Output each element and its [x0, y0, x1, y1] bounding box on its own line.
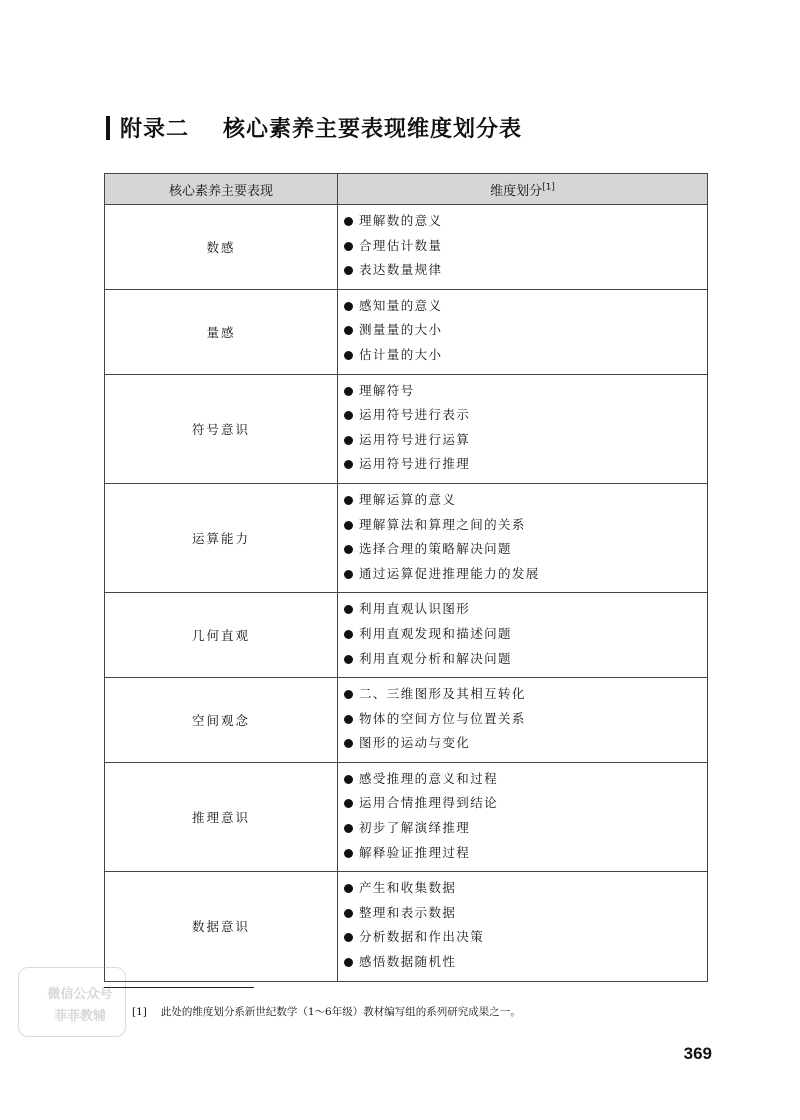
bullet-icon [344, 217, 353, 226]
dimension-item [344, 537, 707, 562]
bullet-icon [344, 266, 353, 275]
dimension-item [344, 318, 707, 343]
dimension-item [344, 925, 707, 950]
table-row [105, 872, 708, 981]
bullet-icon [344, 775, 353, 784]
bullet-icon [344, 460, 353, 469]
dimension-item [344, 816, 707, 841]
table-row [105, 289, 708, 374]
dimension-item [344, 767, 707, 792]
title-text: 核心素养主要表现维度划分表 [223, 117, 523, 142]
dimension-item-text: 运用合情推理得到结论 [359, 795, 499, 811]
dimension-item [344, 876, 707, 901]
dimension-item [344, 841, 707, 866]
dimension-item-text: 物体的空间方位与位置关系 [359, 710, 526, 726]
dimension-item [344, 682, 707, 707]
title-prefix: 附录二 [120, 117, 190, 142]
bullet-icon [344, 411, 353, 420]
dimension-list [338, 205, 708, 290]
page-title [106, 112, 522, 143]
footnote-text: 此处的维度划分系新世纪数学（1～6年级）教材编写组的系列研究成果之一。 [160, 1006, 521, 1018]
header-dimension-label: 维度划分 [490, 183, 543, 199]
core-literacy-name: 推理意识 [105, 762, 338, 871]
dimension-item [344, 428, 707, 453]
dimension-list [338, 678, 708, 763]
core-literacy-name: 数感 [105, 205, 338, 290]
dimension-item-text: 感知量的意义 [359, 297, 443, 313]
bullet-icon [344, 605, 353, 614]
bullet-icon [344, 884, 353, 893]
dimension-item [344, 791, 707, 816]
core-literacy-name: 符号意识 [105, 374, 338, 483]
dimension-item-text: 理解符号 [359, 382, 415, 398]
header-core-literacy: 核心素养主要表现 [105, 174, 338, 205]
bullet-icon [344, 570, 353, 579]
dimension-item [344, 622, 707, 647]
title-bar-decoration [106, 116, 110, 140]
dimension-item [344, 707, 707, 732]
watermark-frame [18, 967, 126, 1037]
bullet-icon [344, 351, 353, 360]
dimension-item [344, 209, 707, 234]
table-row [105, 205, 708, 290]
dimension-item [344, 731, 707, 756]
dimension-item-text: 解释验证推理过程 [359, 844, 471, 860]
bullet-icon [344, 496, 353, 505]
footnote-ref: [1] [542, 182, 555, 193]
watermark-line1: 微信公众号 [47, 987, 113, 1002]
core-literacy-name: 量感 [105, 289, 338, 374]
dimension-list [338, 483, 708, 592]
dimension-list [338, 872, 708, 981]
bullet-icon [344, 521, 353, 530]
footnote-mark: [1] [132, 1006, 147, 1018]
dimension-item [344, 597, 707, 622]
dimension-item [344, 513, 707, 538]
dimension-list [338, 289, 708, 374]
table-header-row [105, 174, 708, 205]
bullet-icon [344, 690, 353, 699]
dimension-item-text: 感受推理的意义和过程 [359, 770, 499, 786]
bullet-icon [344, 849, 353, 858]
bullet-icon [344, 715, 353, 724]
bullet-icon [344, 436, 353, 445]
dimension-item-text: 选择合理的策略解决问题 [359, 541, 512, 557]
footnote-rule [104, 987, 254, 988]
core-literacy-name: 几何直观 [105, 593, 338, 678]
header-dimension [338, 174, 708, 205]
dimension-list [338, 374, 708, 483]
dimension-item-text: 运用符号进行推理 [359, 456, 471, 472]
dimension-item [344, 294, 707, 319]
dimension-item-text: 图形的运动与变化 [359, 735, 471, 751]
bullet-icon [344, 824, 353, 833]
table-row [105, 374, 708, 483]
dimension-item [344, 403, 707, 428]
dimension-item-text: 理解算法和算理之间的关系 [359, 516, 526, 532]
dimension-item [344, 343, 707, 368]
footnote [132, 1004, 521, 1019]
dimension-item-text: 估计量的大小 [359, 346, 443, 362]
bullet-icon [344, 387, 353, 396]
watermark [18, 967, 126, 1037]
dimension-item-text: 理解运算的意义 [359, 491, 457, 507]
dimension-item-text: 利用直观分析和解决问题 [359, 650, 512, 666]
bullet-icon [344, 242, 353, 251]
dimension-item-text: 表达数量规律 [359, 262, 443, 278]
bullet-icon [344, 630, 353, 639]
core-literacy-name: 空间观念 [105, 678, 338, 763]
dimension-item [344, 379, 707, 404]
watermark-line2: 菲菲教辅 [53, 1009, 106, 1024]
bullet-icon [344, 302, 353, 311]
dimension-item [344, 452, 707, 477]
table-row [105, 593, 708, 678]
dimension-list [338, 593, 708, 678]
page-number: 369 [683, 1044, 712, 1063]
table-row [105, 483, 708, 592]
bullet-icon [344, 909, 353, 918]
dimension-item [344, 258, 707, 283]
dimension-list [338, 762, 708, 871]
bullet-icon [344, 326, 353, 335]
dimension-item-text: 合理估计数量 [359, 237, 443, 253]
core-literacy-name: 运算能力 [105, 483, 338, 592]
dimension-item [344, 901, 707, 926]
bullet-icon [344, 739, 353, 748]
dimension-item-text: 二、三维图形及其相互转化 [359, 686, 526, 702]
bullet-icon [344, 799, 353, 808]
dimension-item [344, 647, 707, 672]
dimension-item [344, 488, 707, 513]
dimension-item-text: 整理和表示数据 [359, 904, 457, 920]
dimension-item [344, 234, 707, 259]
dimension-item [344, 562, 707, 587]
core-literacy-name: 数据意识 [105, 872, 338, 981]
bullet-icon [344, 933, 353, 942]
table-row [105, 678, 708, 763]
bullet-icon [344, 958, 353, 967]
dimension-item-text: 感悟数据随机性 [359, 954, 457, 970]
dimension-item-text: 利用直观认识图形 [359, 601, 471, 617]
dimension-item-text: 产生和收集数据 [359, 880, 457, 896]
dimension-item-text: 测量量的大小 [359, 322, 443, 338]
table-row [105, 762, 708, 871]
dimension-item [344, 950, 707, 975]
dimension-table [104, 173, 708, 982]
dimension-item-text: 运用符号进行表示 [359, 407, 471, 423]
bullet-icon [344, 655, 353, 664]
bullet-icon [344, 545, 353, 554]
dimension-item-text: 运用符号进行运算 [359, 431, 471, 447]
dimension-item-text: 利用直观发现和描述问题 [359, 625, 512, 641]
dimension-item-text: 理解数的意义 [359, 213, 443, 228]
dimension-item-text: 分析数据和作出决策 [359, 929, 485, 945]
dimension-item-text: 通过运算促进推理能力的发展 [359, 565, 540, 581]
dimension-item-text: 初步了解演绎推理 [359, 820, 471, 836]
